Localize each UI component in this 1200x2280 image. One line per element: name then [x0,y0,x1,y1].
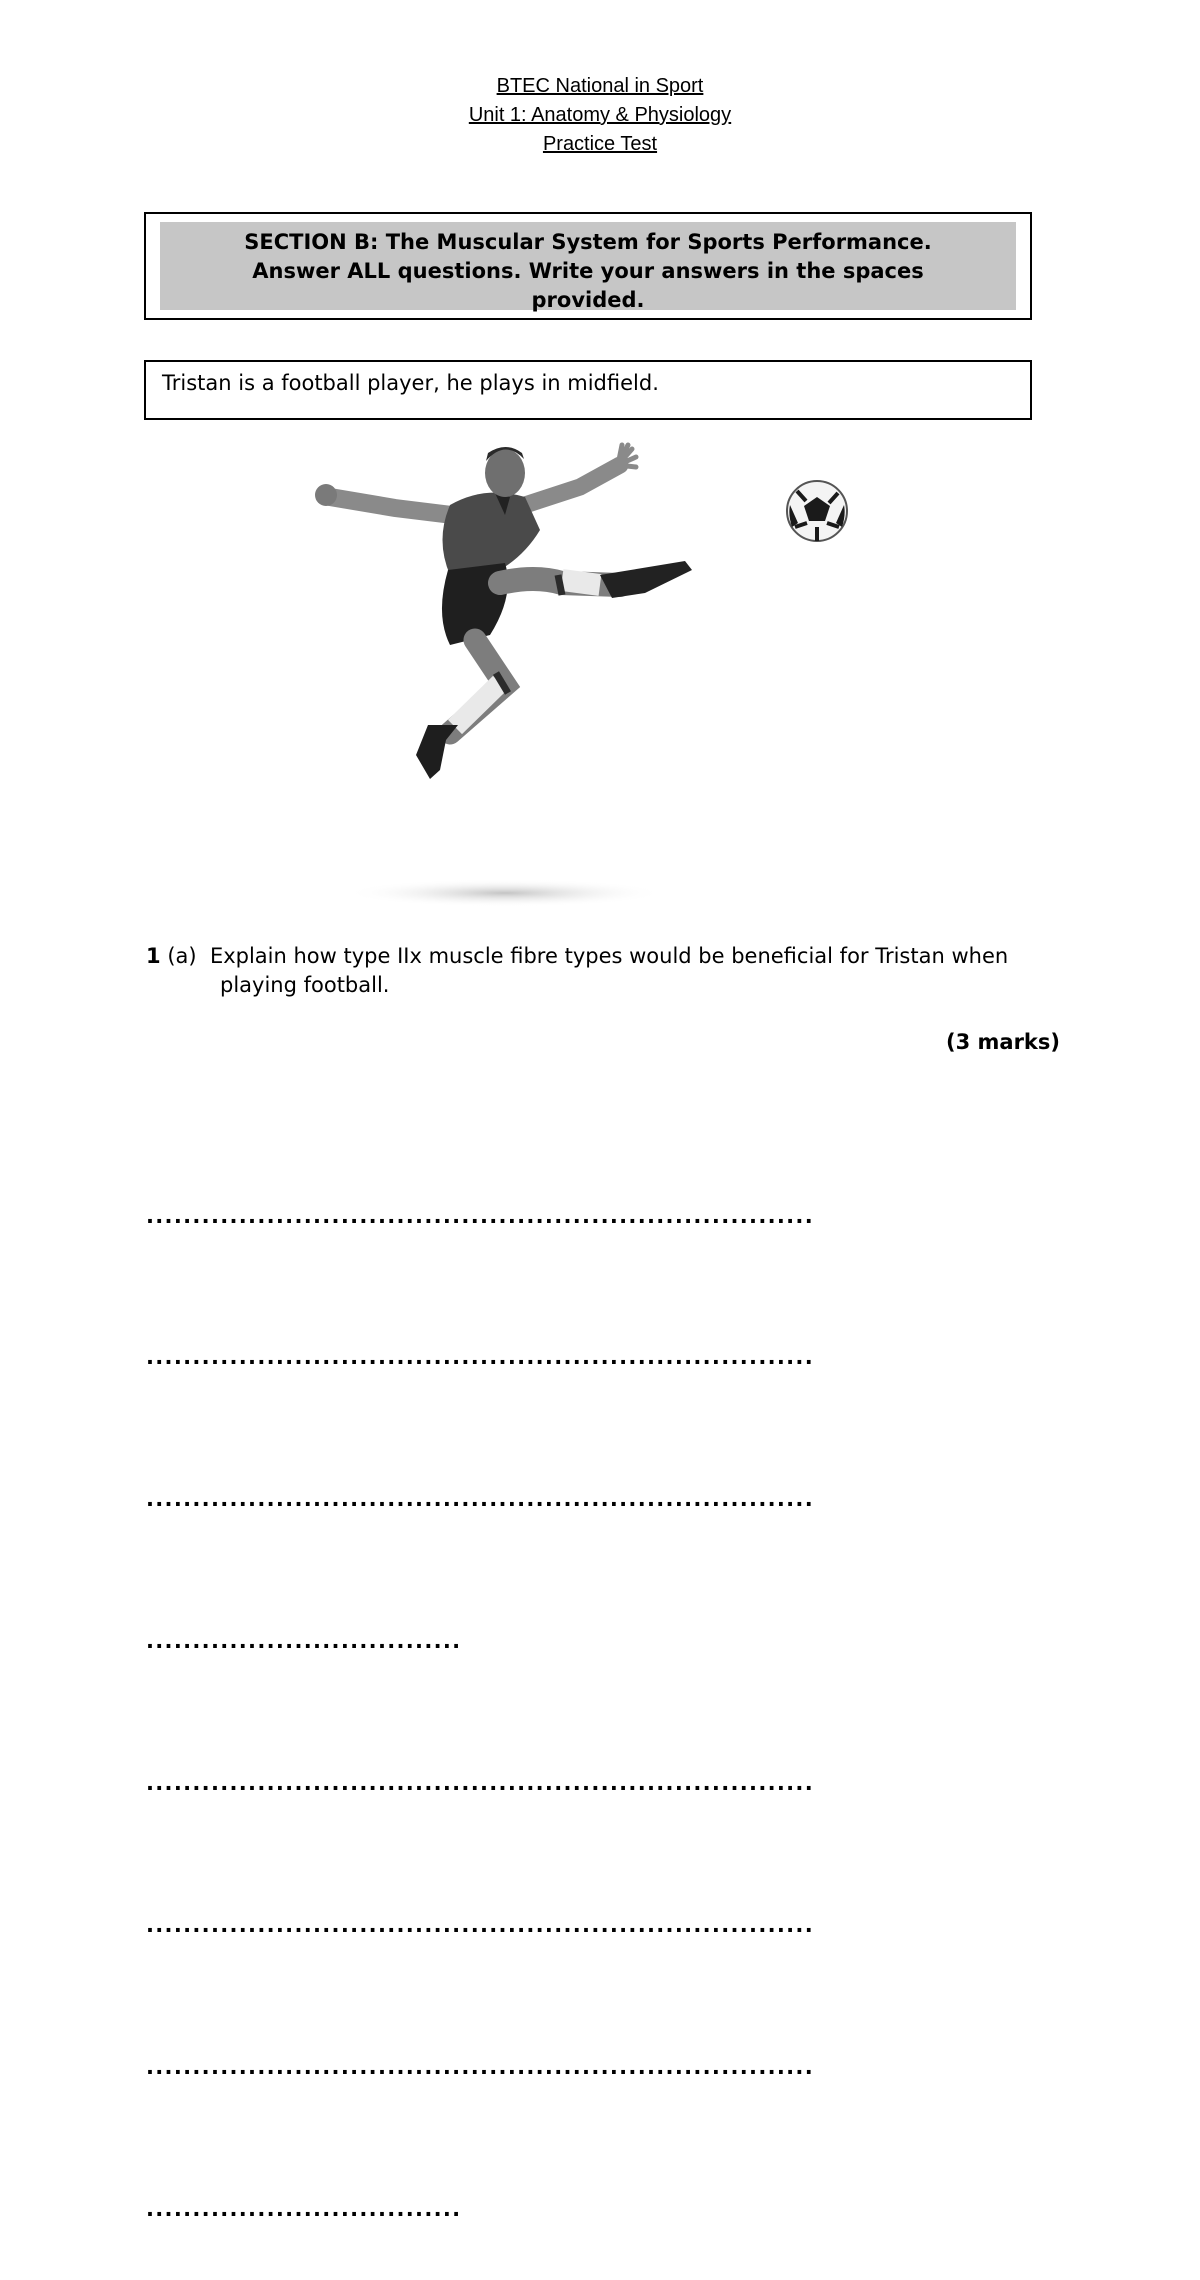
answer-line[interactable]: ........................................................................ [146,2054,814,2079]
section-instruction-line: provided. [531,288,645,312]
section-instructions [160,222,1016,310]
section-instructions-box [144,212,1032,320]
question-number: 1 [146,944,161,968]
document-header [0,72,1200,159]
answer-line[interactable]: ........................................................................ [146,1771,814,1796]
answer-line[interactable]: .................................. [146,2196,462,2221]
answer-line[interactable]: .................................. [146,1629,462,1654]
question-text-continued: playing football. [220,973,390,997]
unit-title: Unit 1: Anatomy & Physiology [468,104,732,126]
question-marks: (3 marks) [946,1030,1060,1054]
question-text: Explain how type IIx muscle fibre types would be beneficial for Tristan when [209,944,1009,968]
section-title: SECTION B: The Muscular System for Sports Performance. [244,230,932,254]
answer-line[interactable]: ........................................................................ [146,1487,814,1512]
question-1a [146,942,1046,1000]
question-part: (a) [167,944,197,968]
player-figure [315,445,692,779]
scenario-text: Tristan is a football player, he plays in midfield. [162,371,659,395]
answer-line[interactable]: ........................................................................ [146,1913,814,1938]
answer-line[interactable]: ........................................................................ [146,1203,814,1228]
answer-area[interactable] [146,1098,1066,2280]
section-instruction-line: Answer ALL questions. Write your answers in the spaces [252,259,924,283]
scenario-box [144,360,1032,420]
football-ball [787,481,847,541]
answer-line[interactable]: ........................................................................ [146,1345,814,1370]
course-title: BTEC National in Sport [496,75,704,97]
football-player-image [300,435,920,915]
test-title: Practice Test [542,133,658,155]
